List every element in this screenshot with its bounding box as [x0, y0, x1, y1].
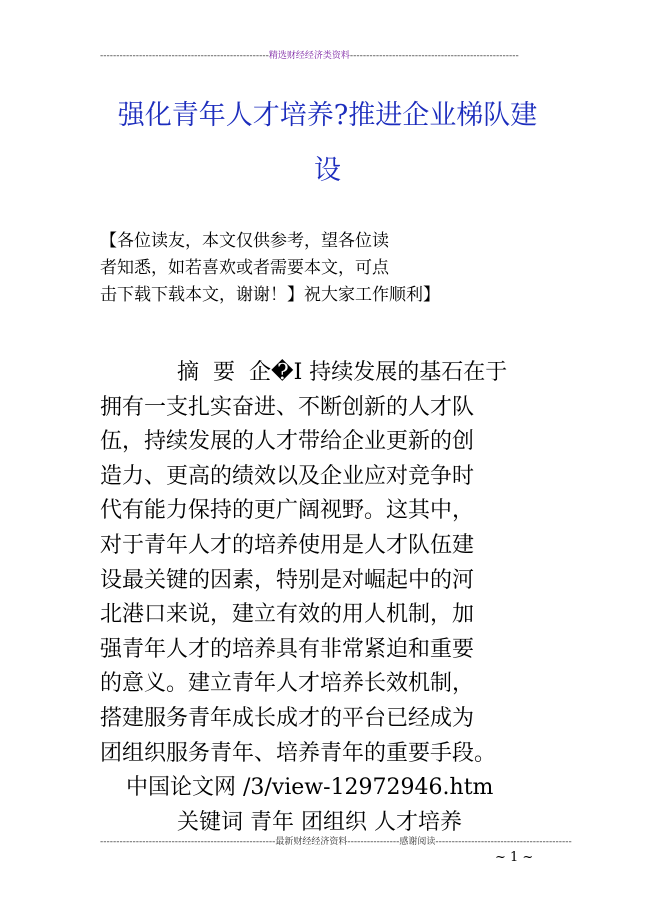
abstract-line: 企�I 持续发展的基石在于	[249, 360, 508, 385]
header-rule: ----------------------------------------------------精选财经经济类资料----------------------------------------------------	[100, 51, 519, 61]
abstract-first-line	[100, 356, 570, 391]
abstract-line: 对于青年人才的培养使用是人才队伍建	[100, 532, 475, 558]
abstract-line: 团组织服务青年、培养青年的重要手段。	[100, 740, 497, 766]
reader-notice	[100, 228, 570, 309]
footer-left-label: 最新财经经济资料	[275, 837, 348, 847]
notice-line-2: 者知悉，如若喜欢或者需要本文，可点	[100, 258, 389, 278]
notice-line-3: 击下载下载本文，谢谢！】祝大家工作顺利】	[100, 285, 440, 305]
footer-right-label: 感谢阅读	[399, 837, 436, 847]
abstract-line: 的意义。建立青年人才培养长效机制，	[100, 671, 475, 697]
abstract-line: 设最关键的因素，特别是对崛起中的河	[100, 567, 475, 593]
source-link[interactable]: 中国论文网 /3/view-12972946.htm	[126, 775, 494, 801]
abstract-label-2: 要	[213, 360, 236, 385]
footer-rule: ------------------------------------------------------最新财经经济资料----------------感谢阅读------------------------------------------	[100, 837, 572, 847]
document-title	[100, 88, 555, 198]
abstract-section	[100, 356, 570, 840]
page-number: ~ 1 ~	[495, 850, 534, 865]
abstract-line: 伍，持续发展的人才带给企业更新的创	[100, 429, 475, 455]
title-line-2: 设	[314, 155, 341, 186]
abstract-label: 摘	[177, 360, 200, 385]
abstract-line: 代有能力保持的更广阔视野。这其中，	[100, 498, 475, 524]
notice-line-1: 【各位读友，本文仅供参考，望各位读	[100, 231, 389, 251]
abstract-line: 强青年人才的培养具有非常紧迫和重要	[100, 636, 475, 662]
keywords-line: 关键词 青年 团组织 人才培养	[177, 809, 462, 835]
title-line-1: 强化青年人才培养?推进企业梯队建	[117, 100, 538, 131]
abstract-line: 北港口来说，建立有效的用人机制，加	[100, 602, 475, 628]
abstract-line: 搭建服务青年成长成才的平台已经成为	[100, 705, 475, 731]
abstract-line: 造力、更高的绩效以及企业应对竞争时	[100, 463, 475, 489]
abstract-line: 拥有一支扎实奋进、不断创新的人才队	[100, 394, 475, 420]
header-label: 精选财经经济类资料	[268, 51, 350, 61]
